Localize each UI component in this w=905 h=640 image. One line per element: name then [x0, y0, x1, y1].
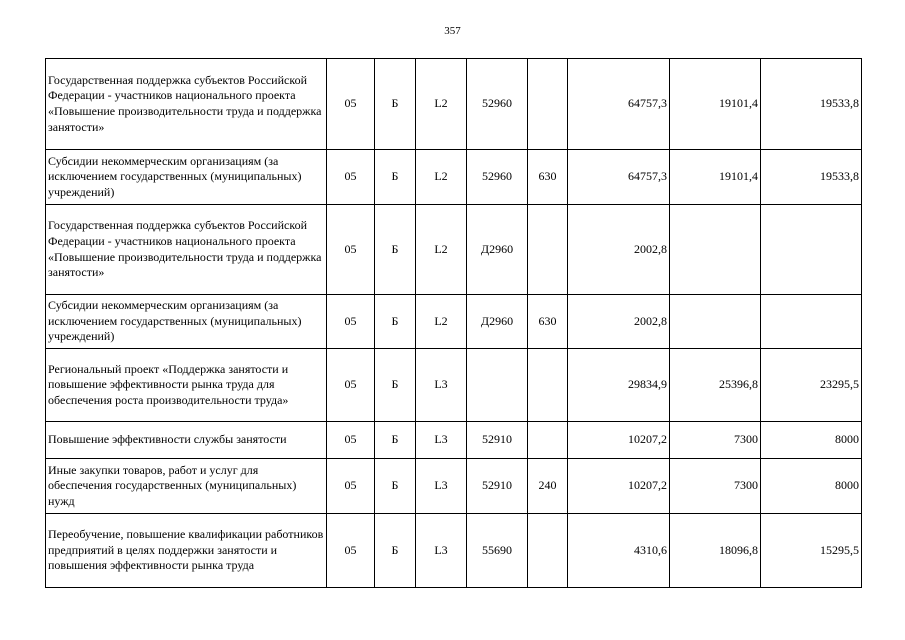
row-amount-year1: 2002,8: [568, 295, 670, 349]
row-program: Б: [375, 514, 416, 588]
row-expense-type: [528, 349, 568, 422]
row-amount-year3: 23295,5: [761, 349, 862, 422]
table-row: [46, 295, 862, 349]
row-direction: 52910: [467, 422, 528, 459]
table-row: [46, 205, 862, 295]
table-row: [46, 422, 862, 459]
row-amount-year1: 64757,3: [568, 150, 670, 205]
row-amount-year3: 15295,5: [761, 514, 862, 588]
row-expense-type: [528, 205, 568, 295]
row-section: 05: [327, 349, 375, 422]
row-amount-year2: 18096,8: [670, 514, 761, 588]
row-direction: 55690: [467, 514, 528, 588]
row-expense-type: [528, 422, 568, 459]
row-amount-year1: 4310,6: [568, 514, 670, 588]
row-amount-year1: 10207,2: [568, 459, 670, 514]
row-name: Иные закупки товаров, работ и услуг для обеспечения государственных (муниципальных) нужд: [46, 459, 327, 514]
row-direction: Д2960: [467, 205, 528, 295]
row-amount-year2: [670, 205, 761, 295]
row-program: Б: [375, 349, 416, 422]
row-section: 05: [327, 205, 375, 295]
row-subprogram: L2: [416, 295, 467, 349]
row-name: Переобучение, повышение квалификации работников предприятий в целях поддержки занятости и повышения эффективности рынка труда: [46, 514, 327, 588]
row-section: 05: [327, 422, 375, 459]
row-section: 05: [327, 59, 375, 150]
row-name: Повышение эффективности службы занятости: [46, 422, 327, 459]
row-amount-year2: 19101,4: [670, 150, 761, 205]
row-program: Б: [375, 150, 416, 205]
row-direction: Д2960: [467, 295, 528, 349]
row-subprogram: L3: [416, 422, 467, 459]
row-expense-type: 630: [528, 295, 568, 349]
table-row: [46, 459, 862, 514]
row-expense-type: 240: [528, 459, 568, 514]
row-section: 05: [327, 459, 375, 514]
page-number: 357: [444, 25, 461, 37]
row-program: Б: [375, 295, 416, 349]
row-program: Б: [375, 422, 416, 459]
row-amount-year3: 8000: [761, 459, 862, 514]
row-direction: 52960: [467, 150, 528, 205]
table-row: [46, 349, 862, 422]
row-subprogram: L3: [416, 514, 467, 588]
row-amount-year3: 8000: [761, 422, 862, 459]
row-section: 05: [327, 295, 375, 349]
table-row: [46, 150, 862, 205]
row-amount-year2: 19101,4: [670, 59, 761, 150]
row-amount-year1: 2002,8: [568, 205, 670, 295]
row-amount-year1: 29834,9: [568, 349, 670, 422]
row-program: Б: [375, 59, 416, 150]
row-section: 05: [327, 150, 375, 205]
row-amount-year1: 10207,2: [568, 422, 670, 459]
row-expense-type: 630: [528, 150, 568, 205]
row-amount-year2: [670, 295, 761, 349]
row-amount-year2: 7300: [670, 422, 761, 459]
row-subprogram: L2: [416, 205, 467, 295]
row-name: Государственная поддержка субъектов Российской Федерации - участников национального проекта «Повышение производительности труда и поддержка занятости»: [46, 59, 327, 150]
row-expense-type: [528, 514, 568, 588]
row-amount-year2: 25396,8: [670, 349, 761, 422]
row-subprogram: L2: [416, 150, 467, 205]
row-subprogram: L3: [416, 459, 467, 514]
row-name: Субсидии некоммерческим организациям (за исключением государственных (муниципальных) учреждений): [46, 150, 327, 205]
row-section: 05: [327, 514, 375, 588]
row-amount-year2: 7300: [670, 459, 761, 514]
row-direction: 52910: [467, 459, 528, 514]
row-name: Субсидии некоммерческим организациям (за исключением государственных (муниципальных) учреждений): [46, 295, 327, 349]
row-name: Государственная поддержка субъектов Российской Федерации - участников национального проекта «Повышение производительности труда и поддержка занятости»: [46, 205, 327, 295]
row-amount-year3: 19533,8: [761, 150, 862, 205]
row-amount-year3: [761, 205, 862, 295]
row-expense-type: [528, 59, 568, 150]
row-direction: 52960: [467, 59, 528, 150]
row-amount-year3: 19533,8: [761, 59, 862, 150]
row-direction: [467, 349, 528, 422]
row-amount-year1: 64757,3: [568, 59, 670, 150]
row-amount-year3: [761, 295, 862, 349]
row-name: Региональный проект «Поддержка занятости и повышение эффективности рынка труда для обеспечения роста производительности труда»: [46, 349, 327, 422]
budget-table: [45, 58, 862, 588]
row-subprogram: L3: [416, 349, 467, 422]
table-row: [46, 59, 862, 150]
table-row: [46, 514, 862, 588]
row-program: Б: [375, 205, 416, 295]
row-program: Б: [375, 459, 416, 514]
row-subprogram: L2: [416, 59, 467, 150]
